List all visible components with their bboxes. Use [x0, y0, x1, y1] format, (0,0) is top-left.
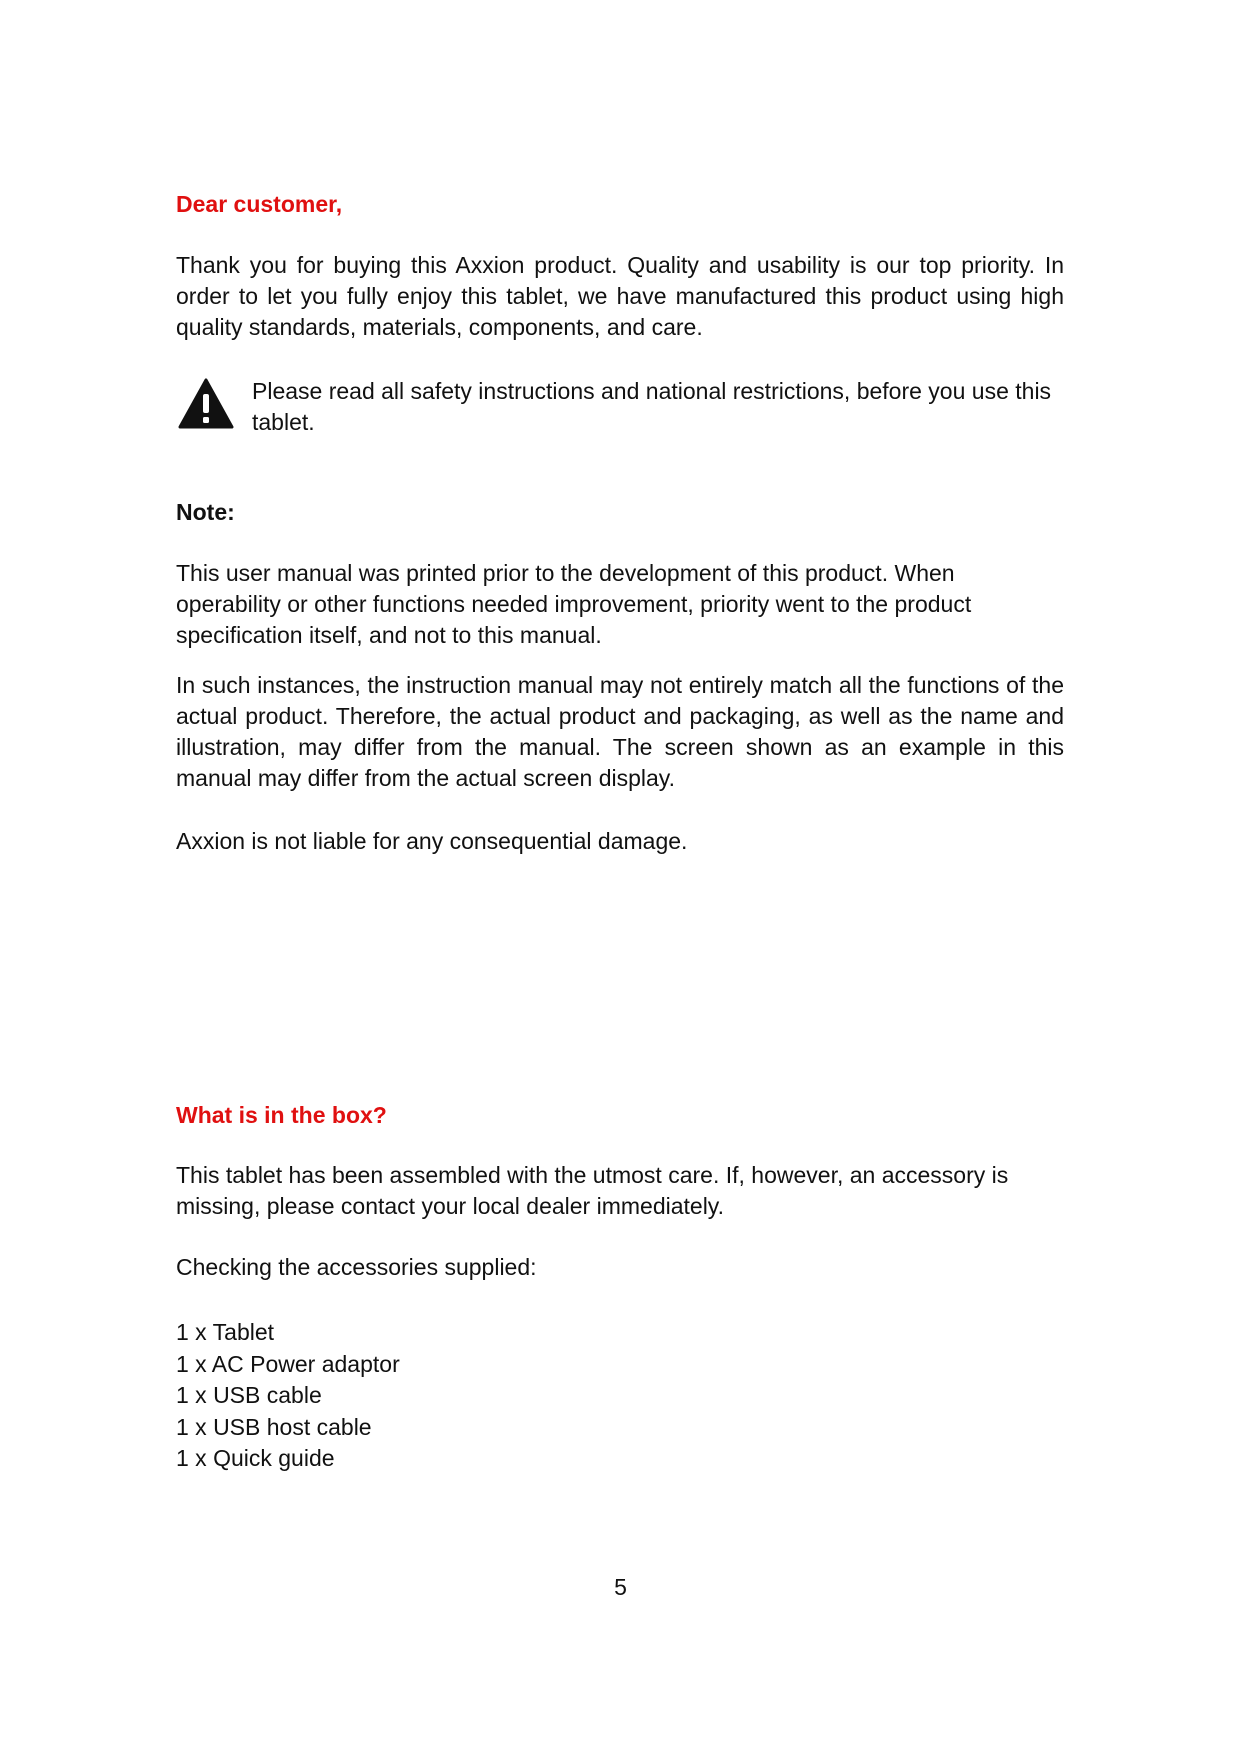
checking-accessories-label: Checking the accessories supplied:	[176, 1254, 537, 1280]
page-number: 5	[614, 1574, 627, 1600]
safety-warning-text: Please read all safety instructions and national restrictions, before you use this tablet.	[252, 378, 1052, 435]
liability-statement: Axxion is not liable for any consequential damage.	[176, 828, 688, 854]
accessory-item-power-adaptor: 1 x AC Power adaptor	[176, 1350, 400, 1377]
note-heading: Note:	[176, 499, 235, 525]
warning-triangle-icon	[178, 378, 234, 430]
note-paragraph-differences: In such instances, the instruction manual may not entirely match all the functions of the actual product. Therefore, the actual product and packaging, as well as the name and illustration, may differ from the manual. The screen shown as an example in this manual may differ from the actual screen display.	[176, 672, 1064, 791]
accessory-item-tablet: 1 x Tablet	[176, 1319, 275, 1345]
accessories-list	[176, 1317, 776, 1475]
accessory-item-quick-guide: 1 x Quick guide	[176, 1445, 335, 1471]
dear-customer-heading: Dear customer,	[176, 191, 343, 217]
accessory-item-usb-host-cable: 1 x USB host cable	[176, 1413, 372, 1440]
assembly-paragraph: This tablet has been assembled with the utmost care. If, however, an accessory is missing, please contact your local dealer immediately.	[176, 1162, 1009, 1219]
intro-paragraph: Thank you for buying this Axxion product. Quality and usability is our top priority. In order to let you fully enjoy this tablet, we have manufactured this product using high quality standards, materials, components, and care.	[176, 252, 1064, 340]
note-paragraph-development: This user manual was printed prior to the development of this product. When operability or other functions needed improvement, priority went to the product specification itself, and not to this manual.	[176, 560, 972, 648]
safety-warning	[176, 376, 1064, 446]
accessory-item-usb-cable: 1 x USB cable	[176, 1382, 322, 1408]
in-the-box-heading: What is in the box?	[176, 1102, 387, 1128]
